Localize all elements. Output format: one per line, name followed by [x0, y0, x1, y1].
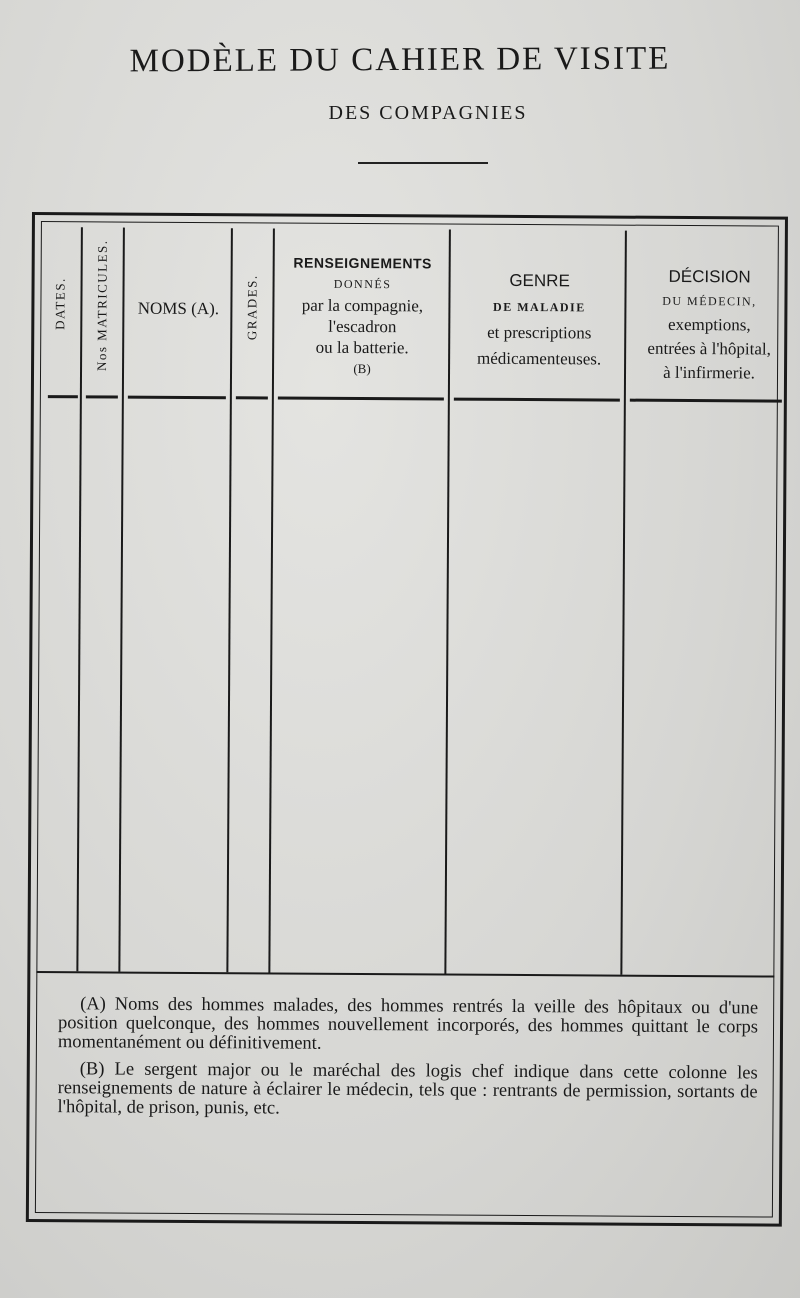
- footnote-b: (B) Le sergent major ou le maréchal des logis chef indique dans cette colonne les renseignements de nature à éclairer le médecin, tels que : rentrants de permission, sortants de l'hôpital, de prison, punis, etc.: [57, 1059, 758, 1119]
- header-rule: [236, 396, 268, 399]
- header-genre-line: médicamenteuses.: [476, 348, 602, 369]
- header-renseignements-line: ou la batterie.: [315, 337, 409, 358]
- header-decision-line: entrées à l'hôpital,: [647, 338, 771, 359]
- header-genre: [454, 268, 625, 373]
- header-rule: [128, 396, 226, 400]
- header-dates: DATES.: [52, 277, 68, 330]
- header-decision-line: à l'infirmerie.: [663, 362, 755, 383]
- header-noms-label: NOMS (A).: [137, 298, 220, 319]
- page-subtitle: DES COMPAGNIES: [328, 102, 528, 124]
- page-title: MODÈLE DU CAHIER DE VISITE: [129, 40, 671, 80]
- header-decision-line: exemptions,: [667, 314, 751, 335]
- header-matricules: Nos MATRICULES.: [94, 239, 110, 372]
- header-rule: [86, 395, 118, 398]
- header-genre-line: DE MALADIE: [493, 299, 586, 315]
- title-divider: [358, 162, 488, 164]
- header-renseignements-line: par la compagnie,: [301, 295, 424, 316]
- header-decision-line: DU MÉDECIN,: [662, 293, 757, 309]
- header-decision: [628, 265, 791, 386]
- register-table: [26, 212, 788, 1227]
- header-renseignements: [278, 253, 447, 380]
- header-renseignements-line: (B): [353, 360, 371, 377]
- header-grades: GRADES.: [244, 274, 260, 341]
- header-noms: [128, 298, 228, 321]
- header-genre-line: GENRE: [509, 270, 570, 291]
- header-decision-line: DÉCISION: [668, 266, 751, 287]
- header-rule: [48, 395, 78, 398]
- footnote-a: (A) Noms des hommes malades, des hommes rentrés la veille des hôpitaux ou d'une position quelconque, des hommes nouvellement incorporés, des hommes quittant le corps momentanément ou définitivement.: [57, 994, 759, 1054]
- header-renseignements-line: l'escadron: [328, 316, 397, 337]
- header-genre-line: et prescriptions: [487, 322, 592, 343]
- header-renseignements-line: RENSEIGNEMENTS: [293, 254, 432, 272]
- footnotes: [57, 995, 758, 1129]
- header-renseignements-line: DONNÉS: [333, 276, 392, 292]
